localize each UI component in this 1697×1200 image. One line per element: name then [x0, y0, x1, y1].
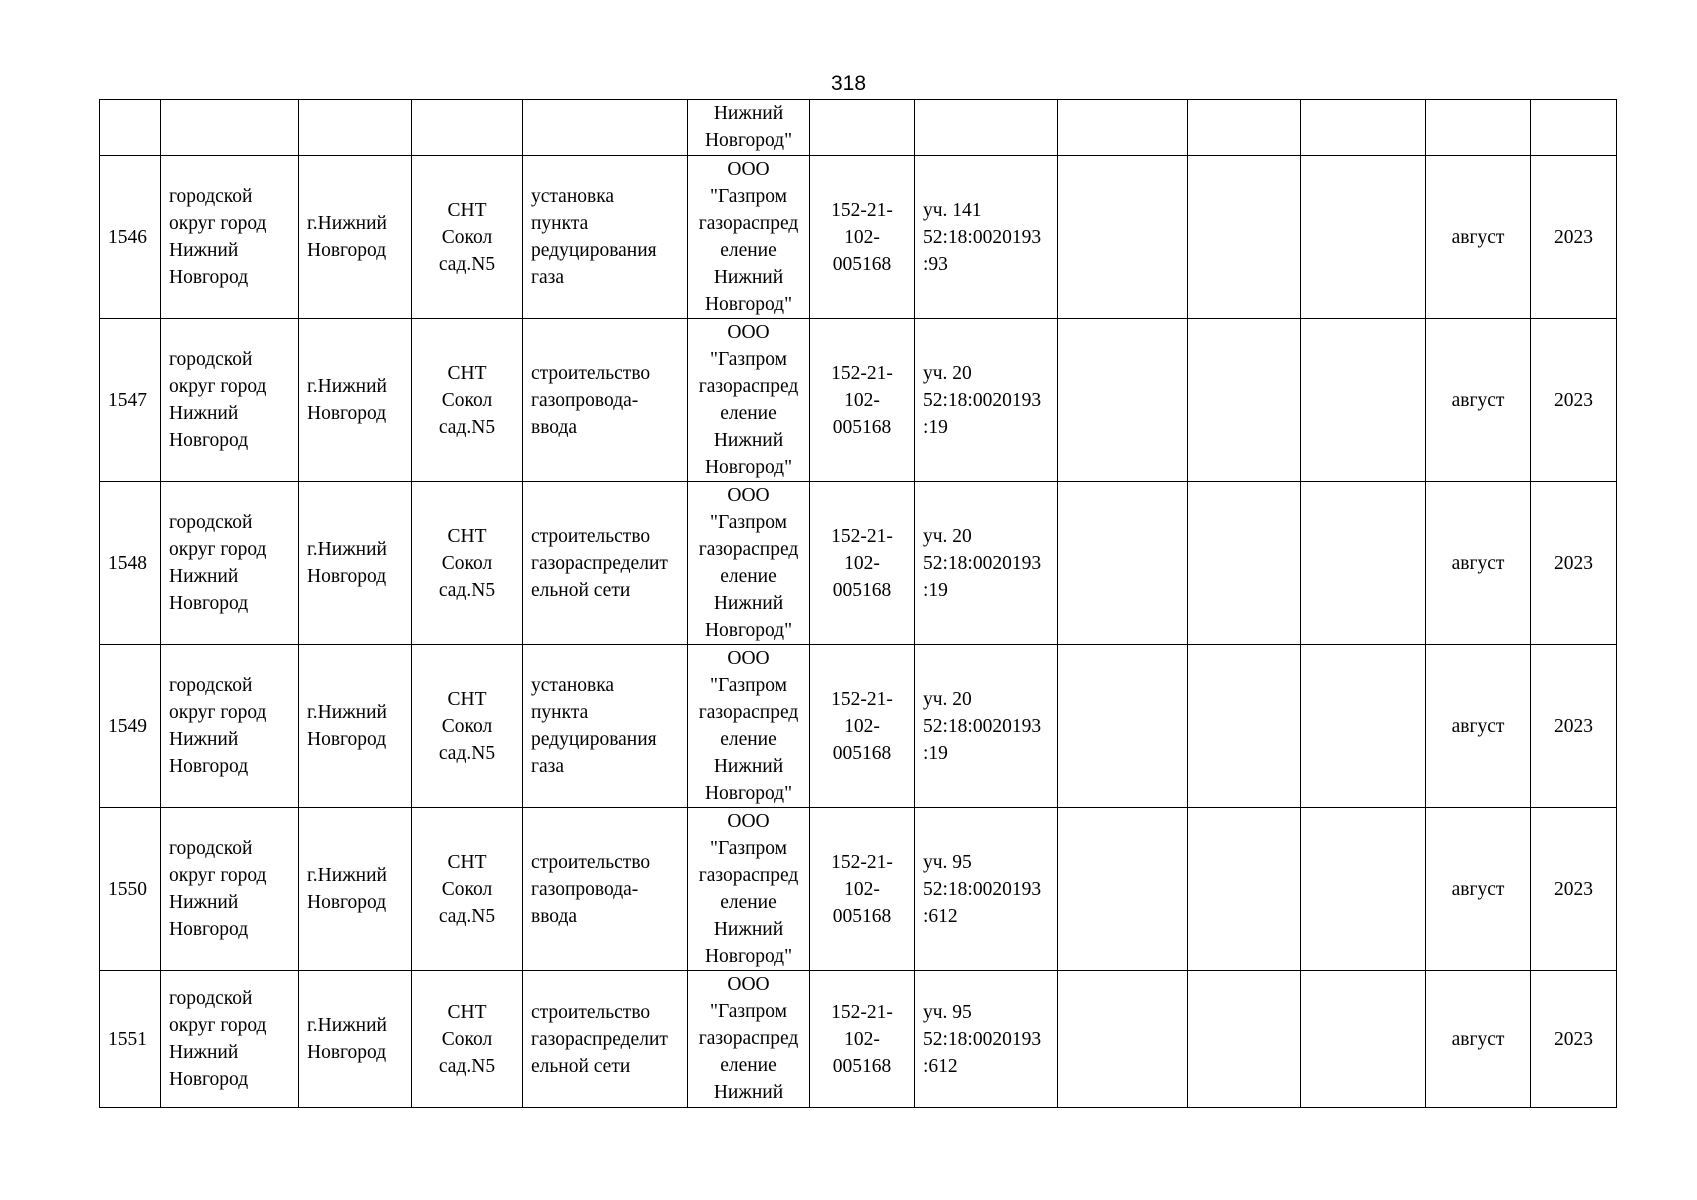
object-line: сад.N5 — [438, 742, 496, 764]
object-line: СНТ — [447, 688, 487, 710]
work-line: строительство — [531, 1001, 651, 1023]
municipality-line: городской — [169, 838, 253, 859]
cell-object — [412, 319, 523, 482]
municipality-line: Новгород — [169, 267, 249, 288]
municipality-line: округ город — [169, 865, 267, 886]
cell-empty-1 — [1058, 319, 1188, 482]
cell-year: 2023 — [1531, 156, 1617, 319]
contract-line: 102- — [844, 226, 880, 248]
work-line: ельной сети — [531, 1055, 631, 1077]
settlement-line: Новгород — [307, 566, 387, 587]
cell-empty-3 — [1301, 156, 1426, 319]
cell-municipality — [161, 319, 299, 482]
contract-line: 102- — [844, 715, 880, 737]
settlement-line: Новгород — [307, 729, 387, 750]
contract-line: 005168 — [832, 416, 892, 438]
object-line: СНТ — [447, 1001, 487, 1023]
table-row — [100, 971, 1617, 1108]
cell-contract — [810, 156, 915, 319]
plot-line: уч. 95 — [923, 1001, 972, 1023]
contract-line: 152-21- — [831, 851, 893, 873]
work-line: ввода — [531, 416, 578, 438]
plot-line: уч. 95 — [923, 851, 972, 873]
cell-contract — [810, 482, 915, 645]
table-row — [100, 156, 1617, 319]
municipality-line: Нижний — [169, 1042, 239, 1063]
object-line: СНТ — [447, 525, 487, 547]
cell-num — [100, 100, 161, 156]
operator-line: еление — [720, 729, 777, 750]
operator-line: Новгород" — [704, 946, 793, 967]
operator-line: ООО — [727, 322, 770, 343]
operator-line: еление — [720, 1055, 777, 1076]
operator-line: ООО — [727, 974, 770, 995]
settlement-line: г.Нижний — [307, 1015, 387, 1036]
table-row — [100, 319, 1617, 482]
work-line: газа — [531, 267, 565, 288]
municipality-line: Новгород — [169, 430, 249, 451]
contract-line: 005168 — [832, 579, 892, 601]
operator-line: Новгород" — [704, 783, 793, 804]
cell-month: август — [1426, 482, 1531, 645]
cell-settlement — [299, 971, 412, 1108]
work-line: редуцирования — [531, 240, 657, 261]
cell-work — [523, 482, 688, 645]
operator-line: еление — [720, 566, 777, 587]
operator-line: Новгород" — [704, 620, 793, 641]
plot-line: уч. 141 — [923, 199, 982, 221]
cell-settlement — [299, 482, 412, 645]
operator-line: еление — [720, 892, 777, 913]
municipality-line: округ город — [169, 702, 267, 723]
contract-line: 005168 — [832, 253, 892, 275]
cell-year: 2023 — [1531, 319, 1617, 482]
work-line: газораспределит — [531, 1028, 668, 1050]
municipality-line: Новгород — [169, 756, 249, 777]
cell-empty-1 — [1058, 100, 1188, 156]
cell-municipality — [161, 482, 299, 645]
cell-num: 1548 — [100, 482, 161, 645]
cell-operator — [688, 645, 810, 808]
cell-work — [523, 319, 688, 482]
operator-line: Нижний — [713, 1082, 784, 1103]
plot-line: 52:18:0020193 — [923, 389, 1042, 411]
plot-line: уч. 20 — [923, 362, 972, 384]
cell-municipality — [161, 100, 299, 156]
cell-operator — [688, 482, 810, 645]
cell-num: 1551 — [100, 971, 161, 1108]
operator-line: ООО — [727, 485, 770, 506]
operator-line: газораспред — [698, 1028, 799, 1049]
work-line: газораспределит — [531, 552, 668, 574]
contract-line: 152-21- — [831, 525, 893, 547]
contract-line: 152-21- — [831, 688, 893, 710]
cell-empty-1 — [1058, 645, 1188, 808]
cell-plot — [915, 156, 1058, 319]
cell-month: август — [1426, 319, 1531, 482]
cell-settlement — [299, 319, 412, 482]
plot-line: :612 — [923, 1055, 958, 1077]
plot-line: :19 — [923, 579, 948, 601]
object-line: Сокол — [441, 552, 493, 574]
work-line: установка — [531, 186, 615, 207]
plot-line: :19 — [923, 416, 948, 438]
object-line: Сокол — [441, 878, 493, 900]
settlement-line: Новгород — [307, 403, 387, 424]
municipality-line: Новгород — [169, 593, 249, 614]
cell-num: 1550 — [100, 808, 161, 971]
operator-line: Нижний — [713, 593, 784, 614]
cell-plot — [915, 971, 1058, 1108]
cell-empty-2 — [1188, 482, 1301, 645]
contract-line: 102- — [844, 878, 880, 900]
settlement-line: г.Нижний — [307, 702, 387, 723]
cell-year: 2023 — [1531, 645, 1617, 808]
municipality-line: округ город — [169, 539, 267, 560]
cell-settlement — [299, 156, 412, 319]
operator-line: ООО — [727, 159, 770, 180]
operator-line: Нижний — [713, 430, 784, 451]
settlement-line: Новгород — [307, 1042, 387, 1063]
cell-year — [1531, 100, 1617, 156]
plot-line: уч. 20 — [923, 688, 972, 710]
cell-work — [523, 645, 688, 808]
cell-plot — [915, 482, 1058, 645]
object-line: Сокол — [441, 389, 493, 411]
object-line: сад.N5 — [438, 579, 496, 601]
operator-line: "Газпром — [709, 349, 787, 370]
cell-year: 2023 — [1531, 482, 1617, 645]
plot-line: уч. 20 — [923, 525, 972, 547]
contract-line: 102- — [844, 1028, 880, 1050]
work-line: строительство — [531, 851, 651, 873]
municipality-line: Нижний — [169, 566, 239, 587]
operator-line: еление — [720, 403, 777, 424]
cell-month — [1426, 100, 1531, 156]
cell-operator — [688, 971, 810, 1108]
operator-line: Нижний — [713, 919, 784, 940]
object-line: СНТ — [447, 851, 487, 873]
municipality-line: городской — [169, 675, 253, 696]
cell-settlement — [299, 645, 412, 808]
table-row-continued — [100, 100, 1617, 156]
cell-municipality — [161, 645, 299, 808]
operator-line: газораспред — [698, 702, 799, 723]
work-line: газопровода- — [531, 878, 639, 900]
cell-municipality — [161, 971, 299, 1108]
cell-object — [412, 971, 523, 1108]
object-line: сад.N5 — [438, 253, 496, 275]
contract-line: 152-21- — [831, 1001, 893, 1023]
settlement-line: Новгород — [307, 240, 387, 261]
cell-operator — [688, 808, 810, 971]
cell-object — [412, 808, 523, 971]
cell-operator — [688, 100, 810, 156]
plot-line: 52:18:0020193 — [923, 878, 1042, 900]
plot-line: :612 — [923, 905, 958, 927]
work-line: строительство — [531, 362, 651, 384]
work-line: пункта — [531, 702, 589, 723]
cell-contract — [810, 100, 915, 156]
object-line: сад.N5 — [438, 1055, 496, 1077]
municipality-line: Нижний — [169, 729, 239, 750]
settlement-line: г.Нижний — [307, 865, 387, 886]
operator-line: ООО — [727, 648, 770, 669]
plot-line: 52:18:0020193 — [923, 226, 1042, 248]
municipality-line: городской — [169, 988, 253, 1009]
table-body — [100, 100, 1617, 1108]
operator-line: "Газпром — [709, 838, 787, 859]
plot-line: 52:18:0020193 — [923, 715, 1042, 737]
operator-line: "Газпром — [709, 186, 787, 207]
municipality-line: Новгород — [169, 1069, 249, 1090]
cell-empty-2 — [1188, 808, 1301, 971]
cell-empty-3 — [1301, 645, 1426, 808]
cell-empty-1 — [1058, 808, 1188, 971]
municipality-line: округ город — [169, 376, 267, 397]
plot-line: :93 — [923, 253, 948, 275]
cell-work — [523, 808, 688, 971]
table-row — [100, 645, 1617, 808]
cell-plot — [915, 100, 1058, 156]
cell-plot — [915, 808, 1058, 971]
operator-line: Новгород" — [704, 294, 793, 315]
cell-work — [523, 971, 688, 1108]
cell-contract — [810, 645, 915, 808]
cell-object — [412, 482, 523, 645]
cell-empty-2 — [1188, 971, 1301, 1108]
cell-year: 2023 — [1531, 808, 1617, 971]
operator-line: Новгород" — [704, 457, 793, 478]
cell-municipality — [161, 808, 299, 971]
work-line: газопровода- — [531, 389, 639, 411]
cell-empty-3 — [1301, 808, 1426, 971]
settlement-line: г.Нижний — [307, 539, 387, 560]
settlement-line: Новгород — [307, 892, 387, 913]
work-line: установка — [531, 675, 615, 696]
municipality-line: городской — [169, 186, 253, 207]
municipality-line: Нижний — [169, 240, 239, 261]
municipality-line: Нижний — [169, 892, 239, 913]
contract-line: 152-21- — [831, 199, 893, 221]
cell-year: 2023 — [1531, 971, 1617, 1108]
work-line: пункта — [531, 213, 589, 234]
cell-empty-3 — [1301, 482, 1426, 645]
cell-month: август — [1426, 156, 1531, 319]
municipality-line: городской — [169, 512, 253, 533]
cell-empty-3 — [1301, 971, 1426, 1108]
object-line: Сокол — [441, 226, 493, 248]
operator-line: Новгород" — [704, 130, 793, 151]
municipality-line: округ город — [169, 213, 267, 234]
municipality-line: округ город — [169, 1015, 267, 1036]
cell-settlement — [299, 808, 412, 971]
operator-line: "Газпром — [709, 1001, 787, 1022]
cell-object — [412, 100, 523, 156]
cell-object — [412, 156, 523, 319]
contract-line: 005168 — [832, 1055, 892, 1077]
cell-num: 1546 — [100, 156, 161, 319]
operator-line: еление — [720, 240, 777, 261]
cell-empty-2 — [1188, 156, 1301, 319]
cell-month: август — [1426, 971, 1531, 1108]
contract-line: 005168 — [832, 905, 892, 927]
contract-line: 005168 — [832, 742, 892, 764]
cell-contract — [810, 319, 915, 482]
plot-line: :19 — [923, 742, 948, 764]
cell-empty-2 — [1188, 100, 1301, 156]
object-line: СНТ — [447, 199, 487, 221]
municipality-line: Новгород — [169, 919, 249, 940]
cell-empty-1 — [1058, 482, 1188, 645]
register-table — [99, 99, 1617, 1108]
cell-contract — [810, 971, 915, 1108]
cell-settlement — [299, 100, 412, 156]
cell-work — [523, 100, 688, 156]
object-line: Сокол — [441, 1028, 493, 1050]
contract-line: 152-21- — [831, 362, 893, 384]
cell-work — [523, 156, 688, 319]
settlement-line: г.Нижний — [307, 376, 387, 397]
operator-line: газораспред — [698, 539, 799, 560]
cell-num: 1547 — [100, 319, 161, 482]
settlement-line: г.Нижний — [307, 213, 387, 234]
contract-line: 102- — [844, 552, 880, 574]
operator-line: Нижний — [713, 103, 784, 124]
cell-operator — [688, 319, 810, 482]
municipality-line: Нижний — [169, 403, 239, 424]
table-row — [100, 808, 1617, 971]
object-line: СНТ — [447, 362, 487, 384]
municipality-line: городской — [169, 349, 253, 370]
cell-contract — [810, 808, 915, 971]
cell-num: 1549 — [100, 645, 161, 808]
plot-line: 52:18:0020193 — [923, 1028, 1042, 1050]
plot-line: 52:18:0020193 — [923, 552, 1042, 574]
cell-plot — [915, 319, 1058, 482]
object-line: Сокол — [441, 715, 493, 737]
cell-municipality — [161, 156, 299, 319]
object-line: сад.N5 — [438, 416, 496, 438]
operator-line: газораспред — [698, 376, 799, 397]
cell-month: август — [1426, 645, 1531, 808]
work-line: ввода — [531, 905, 578, 927]
page-number: 318 — [830, 72, 867, 95]
operator-line: газораспред — [698, 213, 799, 234]
cell-empty-1 — [1058, 156, 1188, 319]
cell-empty-2 — [1188, 645, 1301, 808]
cell-empty-3 — [1301, 100, 1426, 156]
operator-line: Нижний — [713, 756, 784, 777]
object-line: сад.N5 — [438, 905, 496, 927]
cell-empty-3 — [1301, 319, 1426, 482]
cell-object — [412, 645, 523, 808]
operator-line: "Газпром — [709, 512, 787, 533]
work-line: редуцирования — [531, 729, 657, 750]
cell-empty-2 — [1188, 319, 1301, 482]
work-line: строительство — [531, 525, 651, 547]
work-line: газа — [531, 756, 565, 777]
operator-line: ООО — [727, 811, 770, 832]
cell-operator — [688, 156, 810, 319]
contract-line: 102- — [844, 389, 880, 411]
operator-line: газораспред — [698, 865, 799, 886]
operator-line: Нижний — [713, 267, 784, 288]
cell-month: август — [1426, 808, 1531, 971]
work-line: ельной сети — [531, 579, 631, 601]
cell-empty-1 — [1058, 971, 1188, 1108]
operator-line: "Газпром — [709, 675, 787, 696]
table-row — [100, 482, 1617, 645]
cell-plot — [915, 645, 1058, 808]
